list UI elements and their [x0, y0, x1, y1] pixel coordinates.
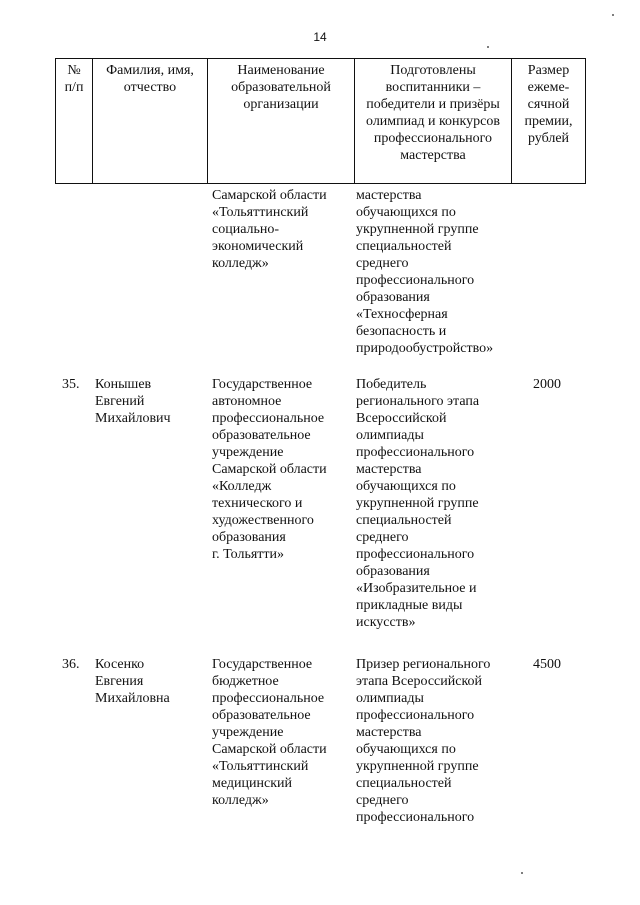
row-organization: Государственное автономное профессиональное образовательное учреждение Самарской области «Колледж технического и художественного образования г. Тольятти» — [212, 377, 327, 562]
scan-speck — [521, 872, 523, 874]
header-organization: Наименование образовательной организации — [208, 59, 355, 184]
row-organization: Государственное бюджетное профессиональное образовательное учреждение Самарской области «Тольяттинский медицинский колледж» — [212, 657, 327, 808]
scan-speck — [487, 46, 489, 48]
row-monthly-bonus: 2000 — [533, 377, 561, 392]
scan-speck — [612, 14, 614, 16]
page-number: 14 — [313, 30, 327, 44]
row-number: 35. — [62, 377, 80, 392]
header-monthly-bonus: Размер ежеме- сячной премии, рублей — [512, 59, 586, 184]
header-full-name: Фамилия, имя, отчество — [93, 59, 208, 184]
row-full-name: Конышев Евгений Михайлович — [95, 377, 171, 426]
continuation-organization: Самарской области «Тольяттинский социально- экономический колледж» — [212, 188, 327, 271]
row-prepared-students: Призер регионального этапа Всероссийской олимпиады профессионального мастерства обучающихся по укрупненной группе специальностей среднего профессионального — [356, 657, 491, 825]
row-prepared-students: Победитель регионального этапа Всероссийской олимпиады профессионального мастерства обучающихся по укрупненной группе специальностей среднего профессионального образования «Изобразительное и прикладные виды искусств» — [356, 377, 480, 630]
row-full-name: Косенко Евгения Михайловна — [95, 657, 170, 706]
table-header — [55, 58, 586, 184]
header-prepared-students: Подготовлены воспитанники – победители и призёры олимпиад и конкурсов профессионального мастерства — [355, 59, 512, 184]
row-number: 36. — [62, 657, 80, 672]
header-number: № п/п — [56, 59, 93, 184]
continuation-prepared: мастерства обучающихся по укрупненной группе специальностей среднего профессионального образования «Техносферная безопасность и природообустройство» — [356, 188, 494, 356]
row-monthly-bonus: 4500 — [533, 657, 561, 672]
